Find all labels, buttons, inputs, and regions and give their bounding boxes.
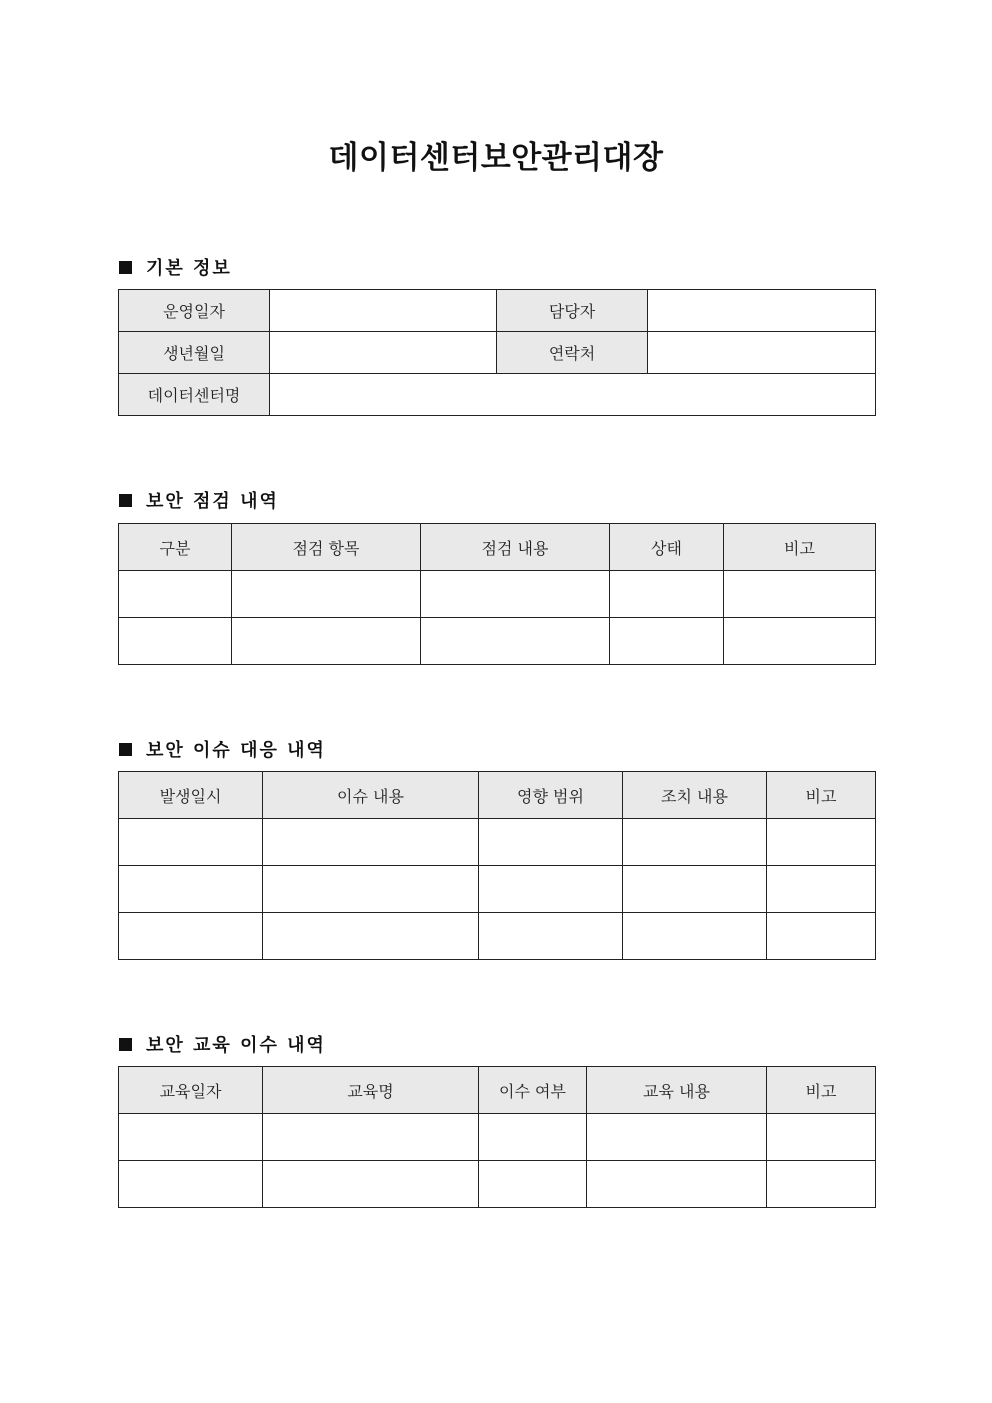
table-row (119, 332, 876, 374)
table-cell[interactable] (610, 571, 724, 618)
table-row (119, 571, 876, 618)
table-cell[interactable] (479, 1114, 587, 1161)
table-cell[interactable] (119, 571, 232, 618)
page-title: 데이터센터보안관리대장 (328, 140, 664, 176)
table-cell[interactable] (119, 1114, 263, 1161)
table-cell[interactable] (479, 1161, 587, 1208)
section-heading-training (119, 1031, 326, 1057)
birth-date-field[interactable] (270, 332, 497, 374)
column-header: 상태 (610, 524, 724, 571)
table-cell[interactable] (232, 571, 421, 618)
table-row (119, 1161, 876, 1208)
table-row (119, 913, 876, 960)
column-header: 영향 범위 (479, 772, 623, 819)
table-cell[interactable] (479, 819, 623, 866)
inspection-table (118, 523, 876, 665)
table-row (119, 618, 876, 665)
label-datacenter-name: 데이터센터명 (119, 374, 270, 416)
operation-date-field[interactable] (270, 290, 497, 332)
label-contact: 연락처 (497, 332, 648, 374)
table-cell[interactable] (610, 618, 724, 665)
contact-field[interactable] (648, 332, 876, 374)
table-cell[interactable] (263, 1161, 479, 1208)
table-cell[interactable] (263, 819, 479, 866)
column-header: 비고 (767, 1067, 876, 1114)
table-cell[interactable] (479, 913, 623, 960)
square-bullet-icon (119, 1038, 132, 1051)
table-cell[interactable] (767, 1161, 876, 1208)
column-header: 비고 (724, 524, 876, 571)
column-header: 이수 여부 (479, 1067, 587, 1114)
column-header: 구분 (119, 524, 232, 571)
table-cell[interactable] (767, 819, 876, 866)
table-header-row (119, 772, 876, 819)
table-cell[interactable] (767, 866, 876, 913)
table-cell[interactable] (119, 618, 232, 665)
table-cell[interactable] (232, 618, 421, 665)
section-heading-basic (119, 254, 232, 280)
section-heading-label: 보안 교육 이수 내역 (146, 1035, 326, 1056)
table-cell[interactable] (587, 1161, 767, 1208)
table-cell[interactable] (724, 571, 876, 618)
table-cell[interactable] (119, 913, 263, 960)
table-header-row (119, 524, 876, 571)
section-heading-inspection (119, 487, 279, 513)
table-cell[interactable] (421, 618, 610, 665)
manager-field[interactable] (648, 290, 876, 332)
training-table (118, 1066, 876, 1208)
table-cell[interactable] (119, 1161, 263, 1208)
column-header: 점검 항목 (232, 524, 421, 571)
square-bullet-icon (119, 743, 132, 756)
table-cell[interactable] (623, 913, 767, 960)
table-cell[interactable] (623, 866, 767, 913)
column-header: 교육일자 (119, 1067, 263, 1114)
table-cell[interactable] (767, 913, 876, 960)
table-cell[interactable] (119, 866, 263, 913)
square-bullet-icon (119, 494, 132, 507)
table-cell[interactable] (119, 819, 263, 866)
column-header: 교육명 (263, 1067, 479, 1114)
table-cell[interactable] (421, 571, 610, 618)
table-cell[interactable] (479, 866, 623, 913)
column-header: 비고 (767, 772, 876, 819)
square-bullet-icon (119, 261, 132, 274)
section-heading-label: 보안 이슈 대응 내역 (146, 740, 326, 761)
column-header: 교육 내용 (587, 1067, 767, 1114)
table-header-row (119, 1067, 876, 1114)
table-row (119, 819, 876, 866)
table-row (119, 290, 876, 332)
column-header: 발생일시 (119, 772, 263, 819)
column-header: 조치 내용 (623, 772, 767, 819)
table-cell[interactable] (767, 1114, 876, 1161)
issues-table (118, 771, 876, 960)
section-heading-issues (119, 736, 326, 762)
table-cell[interactable] (724, 618, 876, 665)
table-cell[interactable] (263, 866, 479, 913)
label-manager: 담당자 (497, 290, 648, 332)
column-header: 이슈 내용 (263, 772, 479, 819)
table-row (119, 374, 876, 416)
table-cell[interactable] (263, 1114, 479, 1161)
table-cell[interactable] (623, 819, 767, 866)
datacenter-name-field[interactable] (270, 374, 876, 416)
table-cell[interactable] (587, 1114, 767, 1161)
basic-info-table (118, 289, 876, 416)
table-row (119, 1114, 876, 1161)
table-cell[interactable] (263, 913, 479, 960)
section-heading-label: 보안 점검 내역 (146, 491, 279, 512)
label-operation-date: 운영일자 (119, 290, 270, 332)
label-birth-date: 생년월일 (119, 332, 270, 374)
column-header: 점검 내용 (421, 524, 610, 571)
section-heading-label: 기본 정보 (146, 258, 232, 279)
table-row (119, 866, 876, 913)
